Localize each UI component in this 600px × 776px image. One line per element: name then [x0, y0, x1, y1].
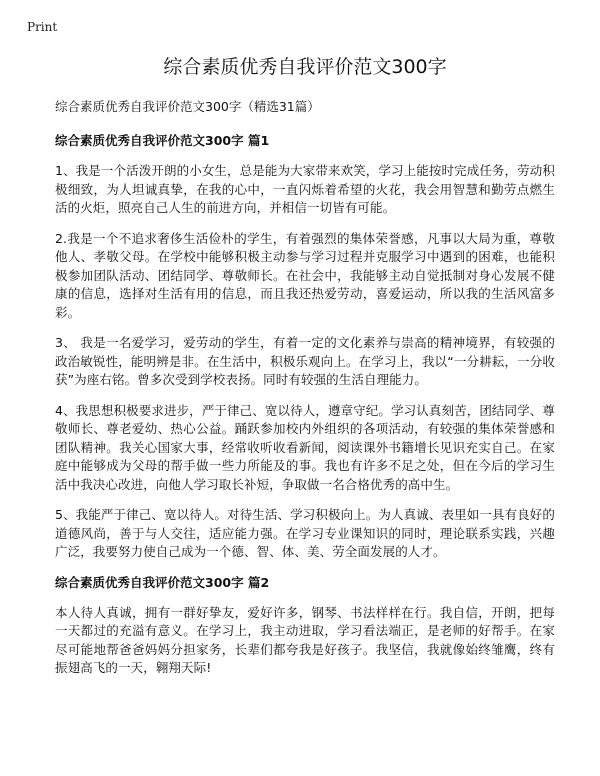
page-title: 综合素质优秀自我评价范文300字: [163, 56, 447, 78]
print-link[interactable]: Print: [27, 20, 58, 34]
paragraph: 4、我思想积极要求进步，严于律己、宽以待人，遵章守纪。学习认真刻苦，团结同学、尊敬师长、尊老爱幼、热心公益。踊跃参加校内外组织的各项活动，有较强的集体荣誉感和团队精神。我关心国家大事，经常收听收看新闻，阅读课外书籍增长见识充实自己。在家庭中能够成为父母的帮手做一些力所能及的事。我也有许多不足之处，但在今后的学习生活中我决心改进，向他人学习取长补短，争取做一名合格优秀的高中生。: [55, 402, 555, 492]
section-1: [55, 132, 555, 562]
paragraph: 3、 我是一名爱学习，爱劳动的学生，有着一定的文化素养与崇高的精神境界，有较强的政治敏锐性，能明辨是非。在生活中，积极乐观向上。在学习上，我以“一分耕耘，一分收获”为座右铭。曾多次受到学校表扬。同时有较强的生活自理能力。: [55, 335, 555, 387]
paragraph: 1、我是一个活泼开朗的小女生，总是能为大家带来欢笑，学习上能按时完成任务，劳动积极细致，为人坦诚真挚，在我的心中，一直闪烁着希望的火花，我会用智慧和勤劳点燃生活的火炬，照亮自己人生的前进方向，并相信一切皆有可能。: [55, 163, 555, 215]
document-page: [55, 52, 555, 690]
paragraph: 本人待人真诚，拥有一群好挚友，爱好许多，钢琴、书法样样在行。我自信，开朗，把每一天都过的充溢有意义。在学习上，我主动进取，学习看法端正，是老师的好帮手。在家尽可能地帮爸爸妈妈分担家务，长辈们都夸我是好孩子。我坚信，我就像始终雏鹰，终有振翅高飞的一天，翱翔天际!: [55, 604, 555, 675]
section-2: [55, 574, 555, 678]
section-heading: 综合素质优秀自我评价范文300字 篇1: [55, 133, 270, 148]
document-subtitle: 综合素质优秀自我评价范文300字（精选31篇）: [55, 99, 320, 114]
paragraph: 2.我是一个不追求奢侈生活俭朴的学生，有着强烈的集体荣誉感，凡事以大局为重，尊敬他人、孝敬父母。在学校中能够积极主动参与学习过程并克服学习中遇到的困难，也能积极参加团队活动、团结同学、尊敬师长。在社会中，我能够主动自觉抵制对身心发展不健康的信息，选择对生活有用的信息，而且我还热爱劳动，喜爱运动，所以我的生活风富多彩。: [55, 230, 555, 320]
paragraph: 5、我能严于律己、宽以待人。对待生活、学习积极向上。为人真诚、表里如一具有良好的道德风尚，善于与人交往，适应能力强。在学习专业课知识的同时，理论联系实践，兴趣广泛，我要努力使自己成为一个德、智、体、美、劳全面发展的人才。: [55, 507, 555, 559]
section-heading: 综合素质优秀自我评价范文300字 篇2: [55, 574, 270, 590]
